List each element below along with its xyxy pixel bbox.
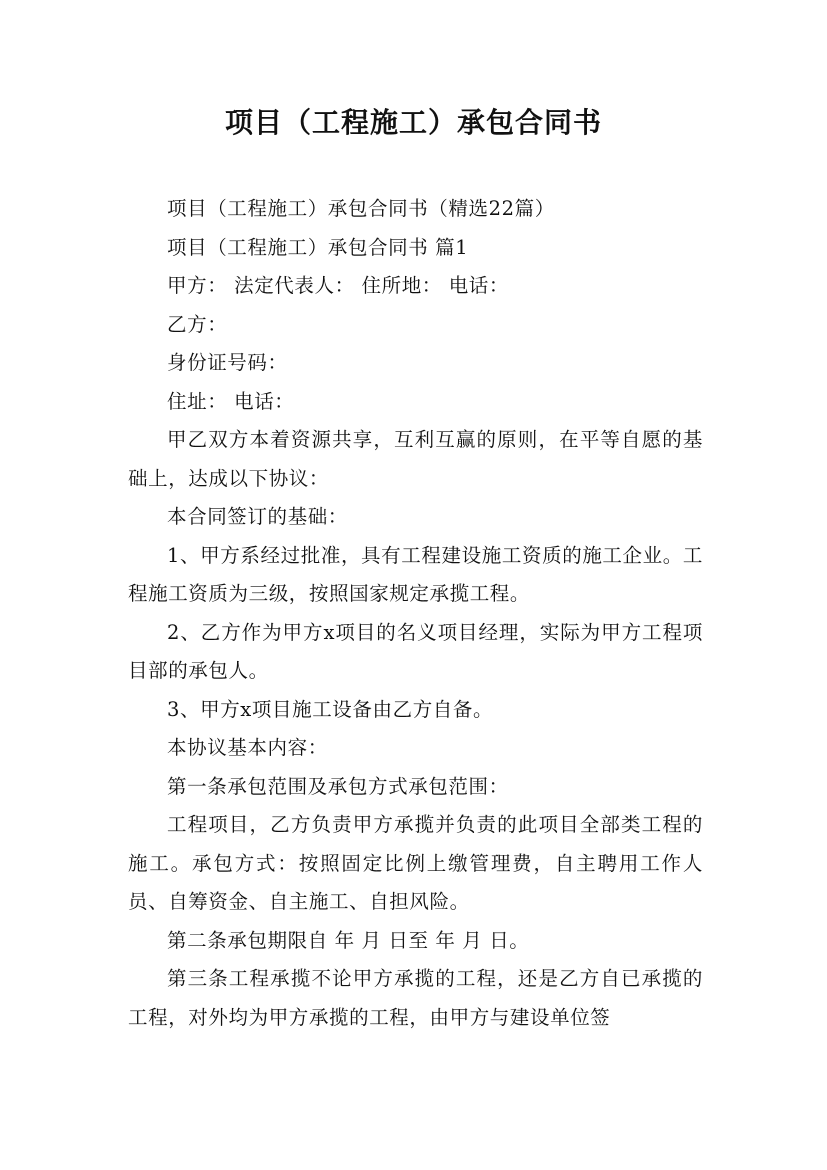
paragraph: 本合同签订的基础：	[167, 505, 348, 528]
paragraph: 项目（工程施工）承包合同书（精选22篇）	[167, 197, 555, 220]
paragraph: 甲乙双方本着资源共享，互利互赢的原则，在平等自愿的基础上，达成以下协议：	[128, 428, 703, 490]
paragraph: 工程项目，乙方负责甲方承揽并负责的此项目全部类工程的施工。承包方式：按照固定比例上缴管理费，自主聘用工作人员、自筹资金、自主施工、自担风险。	[128, 813, 703, 913]
paragraph: 乙方：	[167, 312, 228, 336]
paragraph: 第三条工程承揽不论甲方承揽的工程，还是乙方自已承揽的工程，对外均为甲方承揽的工程，由甲方与建设单位签	[128, 967, 703, 1029]
paragraph: 3、甲方x项目施工设备由乙方自备。	[167, 697, 494, 721]
paragraph: 甲方： 法定代表人： 住所地： 电话：	[167, 274, 509, 297]
paragraph: 第一条承包范围及承包方式承包范围：	[167, 774, 509, 798]
document-body	[128, 190, 703, 1037]
paragraph: 第二条承包期限自 年 月 日至 年 月 日。	[167, 928, 530, 952]
paragraph: 本协议基本内容：	[167, 736, 328, 759]
paragraph: 住址： 电话：	[167, 389, 295, 413]
paragraph: 项目（工程施工）承包合同书 篇1	[167, 235, 469, 259]
paragraph: 2、乙方作为甲方x项目的名义项目经理，实际为甲方工程项目部的承包人。	[128, 620, 703, 682]
document-title: 项目（工程施工）承包合同书	[224, 106, 602, 139]
paragraph: 1、甲方系经过批准，具有工程建设施工资质的施工企业。工程施工资质为三级，按照国家规定承揽工程。	[128, 543, 703, 605]
paragraph: 身份证号码：	[167, 351, 288, 374]
